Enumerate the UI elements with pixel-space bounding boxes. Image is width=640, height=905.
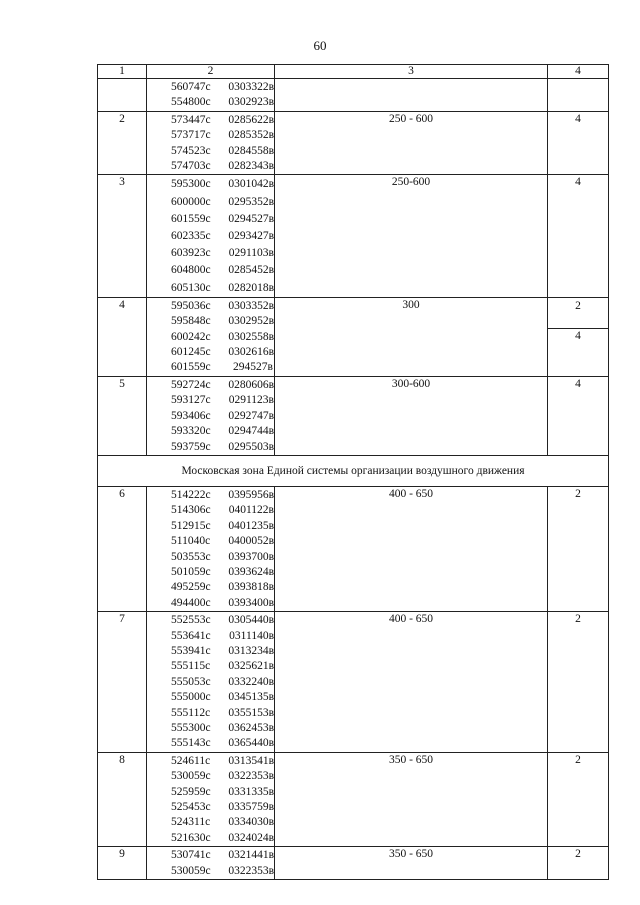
row-number: 5 xyxy=(98,376,147,455)
longitude: 0302558в xyxy=(228,330,274,343)
airspace-class: 4 xyxy=(548,111,609,175)
coordinate-line xyxy=(147,580,274,595)
longitude: 0335759в xyxy=(228,801,274,814)
longitude: 0295352в xyxy=(228,195,274,208)
coordinates-cell xyxy=(147,376,275,455)
airspace-class: 2 xyxy=(548,486,609,611)
longitude: 0325621в xyxy=(228,660,274,673)
longitude: 0305440в xyxy=(228,614,274,627)
height-range: 350 - 650 xyxy=(275,847,548,880)
row-number: 4 xyxy=(98,297,147,376)
latitude: 555112с xyxy=(171,706,211,719)
longitude: 0331335в xyxy=(228,785,274,798)
latitude: 595848с xyxy=(171,315,211,328)
height-range: 400 - 650 xyxy=(275,486,548,611)
latitude: 555300с xyxy=(171,722,211,735)
latitude: 514306с xyxy=(171,504,211,517)
height-range: 250 - 600 xyxy=(275,111,548,175)
longitude: 0332240в xyxy=(228,675,274,688)
longitude: 0291103в xyxy=(228,247,274,260)
zone-heading-row xyxy=(98,455,609,486)
row-number xyxy=(98,79,147,112)
longitude: 0303352в xyxy=(228,299,274,312)
coordinate-line xyxy=(147,769,274,784)
coordinate-line xyxy=(147,785,274,800)
longitude: 0321441в xyxy=(228,849,274,862)
longitude: 0294527в xyxy=(228,212,274,225)
coordinate-line xyxy=(147,228,274,245)
airspace-class: 2 xyxy=(548,752,609,846)
longitude: 0311140в xyxy=(229,629,274,642)
longitude: 0355153в xyxy=(228,706,274,719)
latitude: 530741с xyxy=(171,849,211,862)
coordinate-line xyxy=(147,503,274,518)
row-number: 8 xyxy=(98,752,147,846)
latitude: 555115с xyxy=(171,660,211,673)
latitude: 555143с xyxy=(171,737,211,750)
airspace-class: 2 xyxy=(548,612,609,753)
latitude: 605130с xyxy=(171,281,211,294)
latitude: 600242с xyxy=(171,330,211,343)
height-range: 300-600 xyxy=(275,376,548,455)
coordinate-line xyxy=(147,211,274,228)
latitude: 603923с xyxy=(171,247,211,260)
height-range: 300 xyxy=(275,297,548,376)
coordinate-line xyxy=(147,113,274,128)
longitude: 0284558в xyxy=(228,144,274,157)
latitude: 600000с xyxy=(171,195,211,208)
latitude: 521630с xyxy=(171,831,211,844)
coordinate-line xyxy=(147,128,274,143)
longitude: 0400052в xyxy=(228,535,274,548)
longitude: 0345135в xyxy=(228,691,274,704)
coordinate-line xyxy=(147,736,274,751)
height-range: 250-600 xyxy=(275,175,548,297)
longitude: 0285452в xyxy=(228,264,274,277)
latitude: 604800с xyxy=(171,264,211,277)
latitude: 511040с xyxy=(171,535,211,548)
airspace-class xyxy=(548,297,609,376)
latitude: 560747с xyxy=(171,81,211,93)
header-cell-3: 3 xyxy=(275,65,548,79)
latitude: 602335с xyxy=(171,230,211,243)
coordinate-line xyxy=(147,800,274,815)
coordinate-line xyxy=(147,815,274,830)
airspace-class: 4 xyxy=(548,376,609,455)
latitude: 593759с xyxy=(171,440,211,453)
latitude: 530059с xyxy=(171,864,211,877)
latitude: 525959с xyxy=(171,785,211,798)
table-row xyxy=(98,752,609,846)
coordinate-line xyxy=(147,409,274,424)
longitude: 0401235в xyxy=(228,519,274,532)
coordinate-line xyxy=(147,596,274,611)
longitude: 0334030в xyxy=(228,816,274,829)
coordinates-cell xyxy=(147,79,275,112)
header-cell-2: 2 xyxy=(147,65,275,79)
coordinate-line xyxy=(147,754,274,769)
header-cell-4: 4 xyxy=(548,65,609,79)
coordinate-line xyxy=(147,194,274,211)
coordinates-cell xyxy=(147,847,275,880)
latitude: 574523с xyxy=(171,144,211,157)
coordinates-cell xyxy=(147,486,275,611)
longitude: 0301042в xyxy=(228,178,274,191)
latitude: 553941с xyxy=(171,644,211,657)
airspace-class: 4 xyxy=(548,175,609,297)
latitude: 593406с xyxy=(171,409,211,422)
coordinate-line xyxy=(147,80,274,95)
latitude: 524611с xyxy=(171,754,211,767)
coordinate-line xyxy=(147,95,274,110)
height-range: 350 - 650 xyxy=(275,752,548,846)
longitude: 0282343в xyxy=(228,160,274,173)
airspace-class xyxy=(548,79,609,112)
coordinate-line xyxy=(147,144,274,159)
longitude: 0322353в xyxy=(228,864,274,877)
coordinate-line xyxy=(147,550,274,565)
coordinate-line xyxy=(147,690,274,705)
coordinate-line xyxy=(147,534,274,549)
longitude: 0401122в xyxy=(228,504,274,517)
height-range xyxy=(275,79,548,112)
header-row xyxy=(98,65,609,79)
coordinate-line xyxy=(147,159,274,174)
longitude: 0303322в xyxy=(228,81,274,93)
coordinate-line xyxy=(147,488,274,503)
latitude: 512915с xyxy=(171,519,211,532)
longitude: 0285622в xyxy=(228,113,274,126)
airspace-table xyxy=(97,64,609,880)
longitude: 0293427в xyxy=(228,230,274,243)
longitude: 0322353в xyxy=(228,770,274,783)
coordinate-line xyxy=(147,721,274,736)
coordinate-line xyxy=(147,644,274,659)
longitude: 0324024в xyxy=(228,831,274,844)
latitude: 601559с xyxy=(171,361,211,374)
longitude: 0393624в xyxy=(228,565,274,578)
latitude: 552553с xyxy=(171,614,211,627)
coordinate-line xyxy=(147,262,274,279)
coordinates-cell xyxy=(147,612,275,753)
latitude: 574703с xyxy=(171,160,211,173)
latitude: 555053с xyxy=(171,675,211,688)
coordinate-line xyxy=(147,519,274,534)
latitude: 503553с xyxy=(171,550,211,563)
latitude: 553641с xyxy=(171,629,211,642)
airspace-class-primary: 2 xyxy=(548,299,608,329)
coordinate-line xyxy=(147,675,274,690)
height-range: 400 - 650 xyxy=(275,612,548,753)
coordinate-line xyxy=(147,314,274,329)
latitude: 494400с xyxy=(171,596,211,609)
coordinate-line xyxy=(147,565,274,580)
longitude: 0302616в xyxy=(228,346,274,359)
latitude: 593320с xyxy=(171,425,211,438)
longitude: 0292747в xyxy=(228,409,274,422)
coordinates-cell xyxy=(147,752,275,846)
coordinate-line xyxy=(147,345,274,360)
coordinates-cell xyxy=(147,297,275,376)
latitude: 525453с xyxy=(171,801,211,814)
latitude: 555000с xyxy=(171,691,211,704)
coordinate-line xyxy=(147,831,274,846)
longitude: 0393700в xyxy=(228,550,274,563)
longitude: 0280606в xyxy=(228,378,274,391)
coordinate-line xyxy=(147,280,274,297)
row-number: 9 xyxy=(98,847,147,880)
airspace-class-secondary: 4 xyxy=(575,329,581,342)
longitude: 0313541в xyxy=(228,754,274,767)
latitude: 595036с xyxy=(171,299,211,312)
coordinate-line xyxy=(147,393,274,408)
latitude: 601245с xyxy=(171,346,211,359)
longitude: 0282018в xyxy=(228,281,274,294)
table-row xyxy=(98,111,609,175)
longitude: 0395956в xyxy=(228,488,274,501)
latitude: 595300с xyxy=(171,178,211,191)
row-number: 3 xyxy=(98,175,147,297)
coordinate-line xyxy=(147,613,274,628)
row-number: 2 xyxy=(98,111,147,175)
longitude: 0313234в xyxy=(228,644,274,657)
table-row xyxy=(98,79,609,112)
coordinate-line xyxy=(147,629,274,644)
table-row xyxy=(98,297,609,376)
coordinate-line xyxy=(147,245,274,262)
latitude: 524311с xyxy=(171,816,211,829)
longitude: 0302923в xyxy=(228,96,274,109)
longitude: 0302952в xyxy=(228,315,274,328)
table-row xyxy=(98,376,609,455)
latitude: 592724с xyxy=(171,378,211,391)
coordinate-line xyxy=(147,706,274,721)
latitude: 514222с xyxy=(171,488,211,501)
longitude: 0295503в xyxy=(228,440,274,453)
coordinate-line xyxy=(147,176,274,193)
coordinate-line xyxy=(147,360,274,375)
coordinates-cell xyxy=(147,175,275,297)
coordinate-line xyxy=(147,659,274,674)
coordinate-line xyxy=(147,424,274,439)
table-row xyxy=(98,486,609,611)
table-row xyxy=(98,175,609,297)
latitude: 501059с xyxy=(171,565,211,578)
coordinate-line xyxy=(147,378,274,393)
header-cell-1: 1 xyxy=(98,65,147,79)
coordinate-line xyxy=(147,848,274,863)
longitude: 0285352в xyxy=(228,129,274,142)
latitude: 495259с xyxy=(171,581,211,594)
zone-title: Московская зона Единой системы организации воздушного движения xyxy=(98,455,609,486)
latitude: 573717с xyxy=(171,129,211,142)
latitude: 573447с xyxy=(171,113,211,126)
longitude: 0393400в xyxy=(228,596,274,609)
latitude: 601559с xyxy=(171,212,211,225)
coordinate-line xyxy=(147,299,274,314)
latitude: 593127с xyxy=(171,394,211,407)
latitude: 554800с xyxy=(171,96,211,109)
longitude: 0362453в xyxy=(228,722,274,735)
coordinate-line xyxy=(147,440,274,455)
longitude: 0291123в xyxy=(228,394,274,407)
page-number: 60 xyxy=(313,38,327,53)
table-row xyxy=(98,612,609,753)
longitude: 0393818в xyxy=(228,581,274,594)
longitude: 0294744в xyxy=(228,425,274,438)
coordinate-line xyxy=(147,864,274,879)
airspace-class: 2 xyxy=(548,847,609,880)
longitude: 294527в xyxy=(233,361,273,374)
row-number: 7 xyxy=(98,612,147,753)
coordinate-line xyxy=(147,330,274,345)
coordinates-cell xyxy=(147,111,275,175)
latitude: 530059с xyxy=(171,770,211,783)
table-row xyxy=(98,847,609,880)
row-number: 6 xyxy=(98,486,147,611)
longitude: 0365440в xyxy=(228,737,274,750)
